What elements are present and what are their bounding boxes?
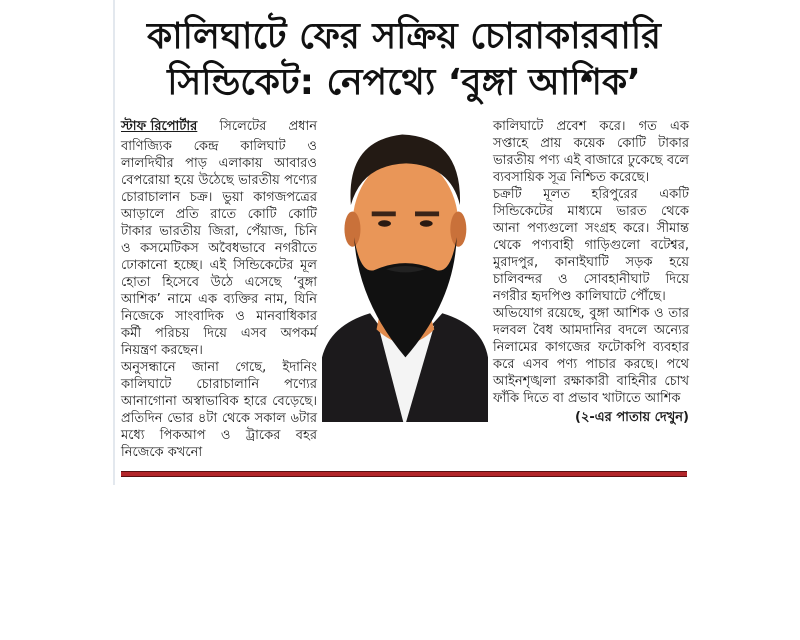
- article-line: রক্ষাকারী বাহিনীর চোখ ফাঁকি: [493, 374, 689, 406]
- article-line: কোটি কোটি টাকার ভারতীয় জিরা, পেঁয়াজ,: [121, 207, 317, 239]
- continued-on-page-2-note: (২-এর পাতায় দেখুন): [575, 410, 689, 425]
- article-line: চক্রটি মূলত হরিপুরের একটি সিন্ডিকেটের: [493, 187, 689, 219]
- article-line: চিনি ও কসমেটিকস অবৈধভাবে নগরীতে: [121, 224, 317, 256]
- right-column: [493, 118, 689, 426]
- article-line: কয়েক কোটি টাকার ভারতীয় পণ্য এই: [493, 136, 689, 168]
- article-body: [121, 118, 690, 461]
- article-line: দলবল বৈধ আমদানির বদলে: [493, 323, 648, 338]
- article-line: দিয়ে এসব অপকর্ম নিয়ন্ত্রণ: [121, 326, 317, 358]
- article-line: অন্যের নিলামের কাগজের: [493, 323, 690, 355]
- article-line: থেকে সকাল ৬টার মধ্যে পিকআপ ও ট্রাকের বহর: [121, 411, 318, 443]
- byline: স্টাফ রিপোর্টার: [121, 119, 198, 134]
- article-line: কালিঘাটে চোরাচালানি পণ্যের: [121, 377, 317, 392]
- article-line: করছেন।: [161, 343, 203, 358]
- headline-line-2: সিন্ডিকেট: নেপথ্যে ‘বুঙ্গা আশিক’: [167, 62, 641, 103]
- headline-line-1: কালিঘাটে ফের সক্রিয় চোরাকারবারি: [147, 16, 661, 57]
- headline: [121, 14, 687, 106]
- article-line: আনাগোনা অস্বাভাবিক হারে: [121, 394, 267, 409]
- article-line: বেড়েছে। প্রতিদিন ভোর ৪টা: [121, 394, 317, 426]
- article-line: সাংবাদিক ও মানবাধিকার কর্মী পরিচয়: [121, 309, 317, 341]
- article-line: হয়ে উঠেছে ভারতীয় পণ্যের চোরাচালান: [121, 173, 318, 205]
- article-line: অভিযোগ রয়েছে, বুঙ্গা আশিক ও তার: [493, 306, 689, 321]
- article-line: লালদিঘীর পাড় এলাকায় আবারও বেপরোয়া: [121, 156, 317, 188]
- article-line: হোতা হিসেবে উঠে এসেছে ‘বুঙ্গা আশিক’: [121, 275, 317, 307]
- article-line: ঢোকানো হচ্ছে। এই সিন্ডিকেটের মূল: [121, 258, 317, 273]
- article-line: বাজারে ঢুকেছে বলে ব্যবসায়িক সূত্র নিশ্চিত: [493, 153, 689, 185]
- article-line: পাচার করছে। পথে আইনশৃঙ্খলা: [493, 357, 690, 389]
- article-line: করেছে।: [609, 170, 650, 185]
- article-line: সংগ্রহ করে। সীমান্ত থেকে পণ্যবাহী: [493, 221, 689, 253]
- photo-container: [322, 118, 488, 422]
- article-line: অনুসন্ধানে জানা গেছে, ইদানিং: [121, 360, 317, 375]
- article-line: কালিঘাটে প্রবেশ করে। গত এক সপ্তাহে প্রায়: [493, 119, 689, 151]
- portrait-photo: [322, 122, 488, 422]
- article-line: গাড়িগুলো বটেশ্বর, মুরাদপুর, কানাইঘাটি: [493, 238, 689, 270]
- article-line: সড়ক হয়ে চালিবন্দর ও সোবহানীঘাট: [493, 255, 689, 287]
- left-column: [121, 118, 317, 461]
- article-line: দিতে বা প্রভাব খাটাতে আশিক: [523, 391, 681, 406]
- news-clipping: [113, 0, 693, 485]
- article-line: মাধ্যমে ভারত থেকে আনা পণ্যগুলো: [493, 204, 690, 236]
- article-line: ফটোকপি ব্যবহার করে এসব পণ্য: [493, 340, 689, 372]
- article-line: চক্র। ভুয়া কাগজপত্রের আড়ালে প্রতি রাতে: [121, 190, 317, 222]
- article-line: সিলেটের প্রধান বাণিজ্যিক কেন্দ্র কালিঘাট ও: [121, 119, 317, 154]
- article-line: দিয়ে নগরীর হৃদপিণ্ড কালিঘাটে পৌঁছে।: [493, 272, 690, 304]
- bottom-rule: [121, 471, 687, 477]
- article-line: নামে এক ব্যক্তির নাম, যিনি নিজেকে: [121, 292, 317, 324]
- article-line: নিজেকে কখনো: [121, 445, 203, 460]
